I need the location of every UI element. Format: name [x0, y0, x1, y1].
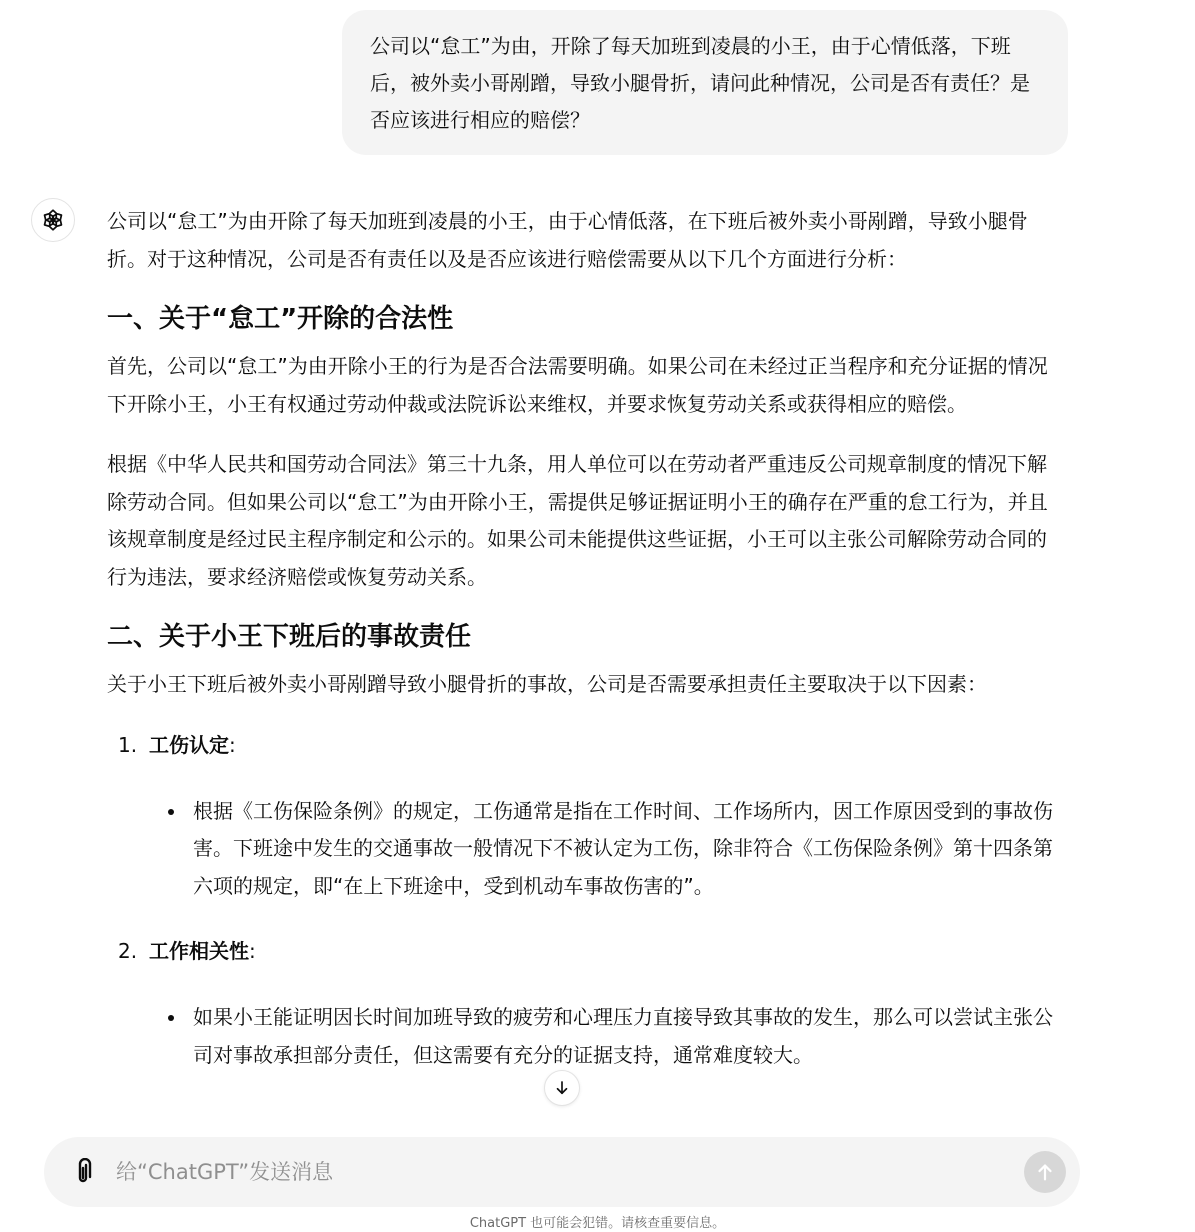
- factor-title: 工作相关性: [149, 939, 249, 963]
- factor-title: 工伤认定: [149, 732, 229, 757]
- scroll-to-bottom-button[interactable]: [544, 1070, 580, 1106]
- answer-intro: 公司以“怠工”为由开除了每天加班到凌晨的小王，由于心情低落，在下班后被外卖小哥剐蹭，导致小腿骨折。对于这种情况，公司是否有责任以及是否应该进行赔偿需要从以下几个方面进行分析：: [107, 209, 1028, 271]
- section-heading-2: 二、关于小王下班后的事故责任: [107, 622, 472, 652]
- factor-bullet: 如果小王能证明因长时间加班导致的疲劳和心理压力直接导致其事故的发生，那么可以尝试主张公司对事故承担部分责任，但这需要有充分的证据支持，通常难度较大。: [193, 999, 1062, 1074]
- message-input[interactable]: [114, 1159, 1024, 1185]
- message-composer: [44, 1137, 1080, 1207]
- assistant-avatar: [31, 198, 75, 242]
- attach-button[interactable]: [70, 1157, 96, 1187]
- arrow-down-icon: [553, 1079, 571, 1097]
- section1-paragraph-1: 首先，公司以“怠工”为由开除小王的行为是否合法需要明确。如果公司在未经过正当程序和充分证据的情况下开除小王，小王有权通过劳动仲裁或法院诉讼来维权，并要求恢复劳动关系或获得相应的赔偿。: [107, 354, 1048, 416]
- factor-colon: :: [229, 732, 236, 757]
- user-message-bubble: [342, 10, 1068, 155]
- send-button[interactable]: [1024, 1151, 1066, 1193]
- factor-number: 2.: [118, 939, 138, 963]
- factor-item: [107, 727, 1062, 906]
- factor-bullets: [107, 793, 1062, 906]
- user-message-text: 公司以“怠工”为由，开除了每天加班到凌晨的小王，由于心情低落，下班后，被外卖小哥剐蹭，导致小腿骨折，请问此种情况，公司是否有责任？是否应该进行相应的赔偿？: [370, 34, 1030, 132]
- assistant-message: [107, 203, 1062, 1102]
- paperclip-icon: [73, 1158, 93, 1186]
- disclaimer-note: ChatGPT 也可能会犯错。请核查重要信息。: [469, 1216, 726, 1231]
- factor-bullet: 根据《工伤保险条例》的规定，工伤通常是指在工作时间、工作场所内，因工作原因受到的事故伤害。下班途中发生的交通事故一般情况下不被认定为工伤，除非符合《工伤保险条例》第十四条第六项的规定，即“在上下班途中，受到机动车事故伤害的”。: [193, 793, 1062, 906]
- factor-list: [107, 727, 1062, 1075]
- factor-colon: :: [249, 939, 256, 963]
- section2-lead: 关于小王下班后被外卖小哥剐蹭导致小腿骨折的事故，公司是否需要承担责任主要取决于以下因素：: [107, 672, 987, 696]
- arrow-up-icon: [1034, 1161, 1056, 1183]
- section1-paragraph-2: 根据《中华人民共和国劳动合同法》第三十九条，用人单位可以在劳动者严重违反公司规章制度的情况下解除劳动合同。但如果公司以“怠工”为由开除小王，需提供足够证据证明小王的确存在严重的怠工行为，并且该规章制度是经过民主程序制定和公示的。如果公司未能提供这些证据，小王可以主张公司解除劳动合同的行为违法，要求经济赔偿或恢复劳动关系。: [107, 452, 1048, 589]
- openai-logo-icon: [40, 207, 66, 233]
- factor-bullets: [107, 999, 1062, 1074]
- section-heading-1: 一、关于“怠工”开除的合法性: [107, 304, 454, 334]
- factor-item: [107, 933, 1062, 1074]
- factor-number: 1.: [118, 732, 138, 757]
